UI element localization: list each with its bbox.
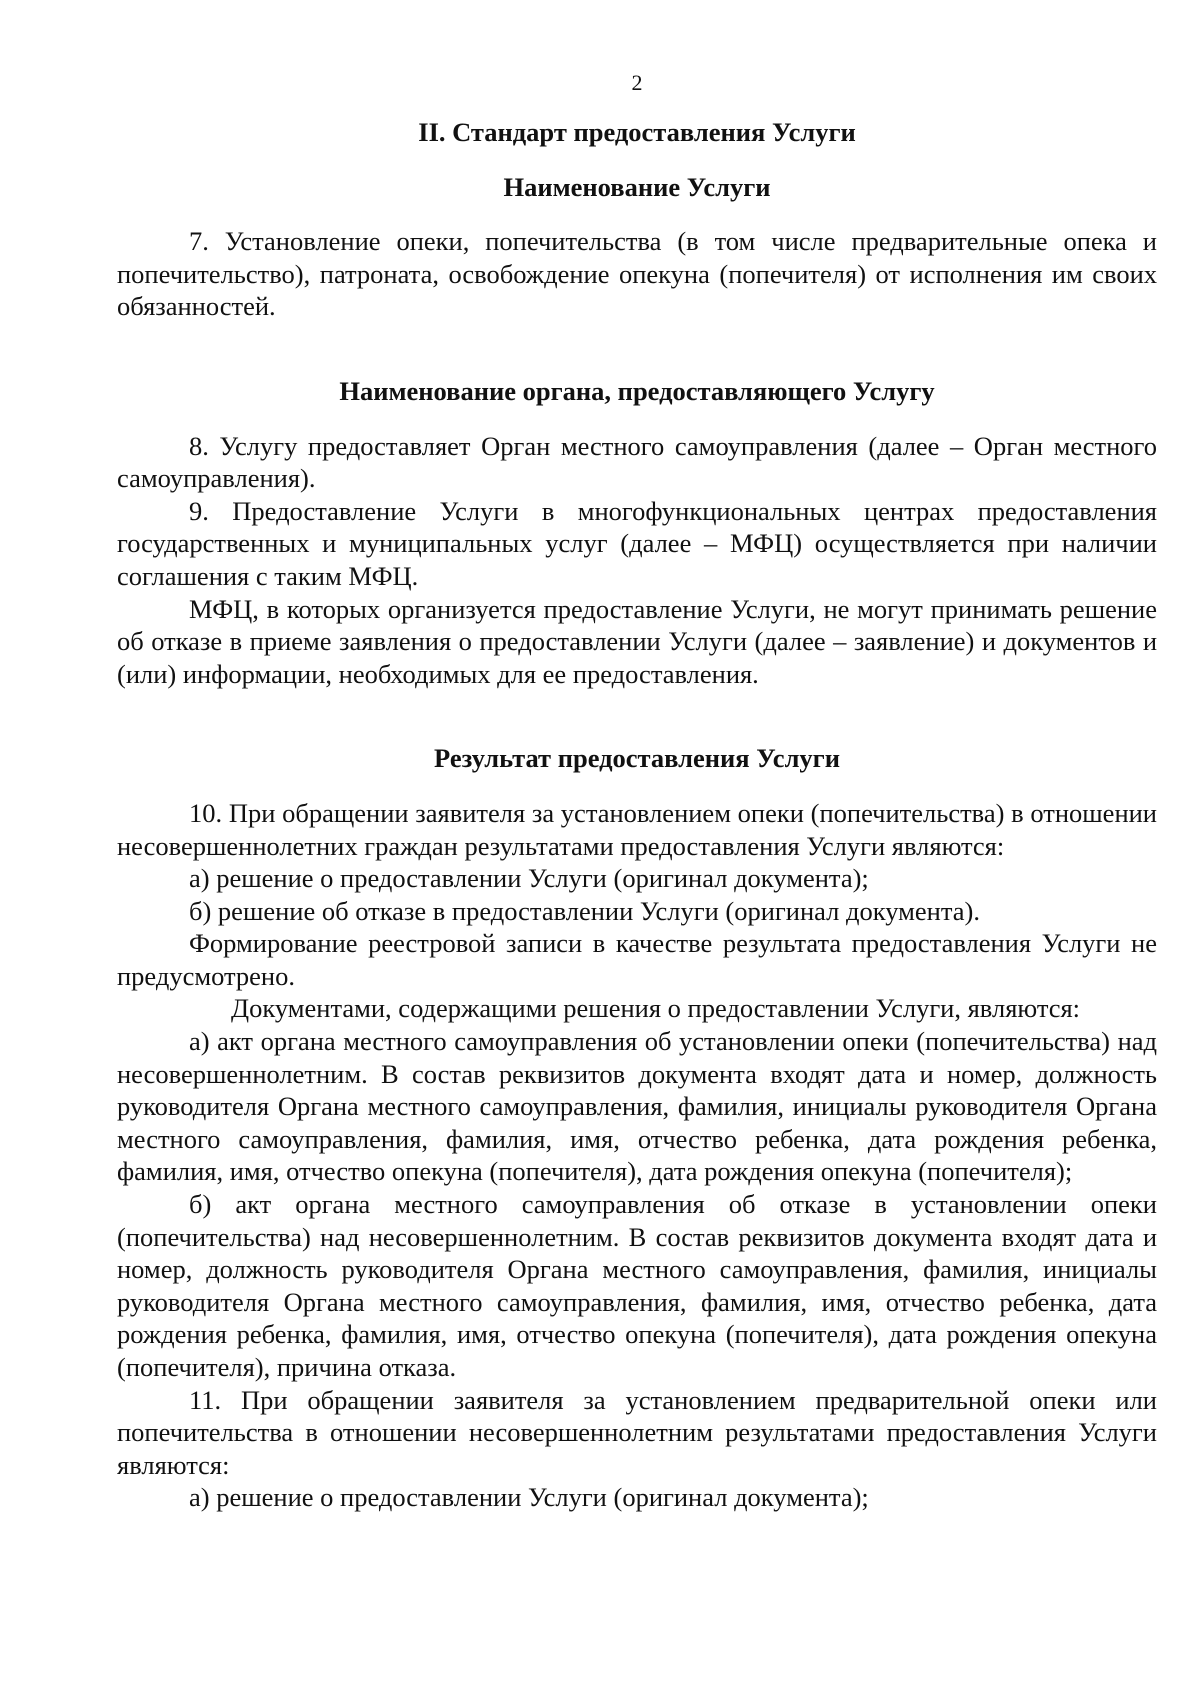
heading-authority-name: Наименование органа, предоставляющего Услугу — [339, 375, 935, 406]
paragraph-7: 7. Установление опеки, попечительства (в том числе предварительные опека и попечительство), патроната, освобождение опекуна (попечителя) от исполнения им своих обязанностей. — [117, 226, 1157, 322]
heading-result: Результат предоставления Услуги — [434, 743, 840, 774]
section-title: II. Стандарт предоставления Услуги — [418, 117, 856, 147]
paragraph-10-act-b: б) акт органа местного самоуправления об отказе в установлении опеки (попечительства) над несовершеннолетним. В состав реквизитов документа входят дата и номер, должность руководителя Органа местного самоуправления, фамилия, инициалы руководителя Органа местного самоуправления, фамилия, имя, отчество ребенка, дата рождения ребенка, фамилия, имя, отчество опекуна (попечителя), дата рождения опекуна (попечителя), причина отказа. — [117, 1189, 1157, 1382]
paragraph-10: 10. При обращении заявителя за установлением опеки (попечительства) в отношении несовершеннолетних граждан результатами предоставления Услуги являются: — [117, 797, 1157, 861]
page-number: 2 — [631, 70, 643, 95]
paragraph-11: 11. При обращении заявителя за установлением предварительной опеки или попечительства в отношении несовершеннолетним результатами предоставления Услуги являются: — [117, 1384, 1157, 1480]
paragraph-8: 8. Услугу предоставляет Орган местного самоуправления (далее – Орган местного самоуправления). — [117, 430, 1157, 494]
paragraph-9-mfc: МФЦ, в которых организуется предоставление Услуги, не могут принимать решение об отказе в приеме заявления о предоставлении Услуги (далее – заявление) и документов и (или) информации, необходимых для ее предоставления. — [117, 593, 1157, 689]
page-content — [117, 70, 1157, 1514]
paragraph-11-item-a: а) решение о предоставлении Услуги (оригинал документа); — [189, 1482, 869, 1513]
paragraph-10-registry: Формирование реестровой записи в качестве результата предоставления Услуги не предусмотрено. — [117, 928, 1157, 991]
paragraph-10-item-b: б) решение об отказе в предоставлении Услуги (оригинал документа). — [189, 895, 980, 926]
paragraph-10-documents: Документами, содержащими решения о предоставлении Услуги, являются: — [231, 993, 1081, 1024]
paragraph-9: 9. Предоставление Услуги в многофункциональных центрах предоставления государственных и муниципальных услуг (далее – МФЦ) осуществляется при наличии соглашения с таким МФЦ. — [117, 495, 1157, 591]
heading-service-name: Наименование Услуги — [503, 171, 771, 202]
paragraph-10-item-a: а) решение о предоставлении Услуги (оригинал документа); — [189, 863, 869, 894]
paragraph-10-act-a: а) акт органа местного самоуправления об установлении опеки (попечительства) над несовершеннолетним. В состав реквизитов документа входят дата и номер, должность руководителя Органа местного самоуправления, фамилия, инициалы руководителя Органа местного самоуправления, фамилия, имя, отчество ребенка, дата рождения ребенка, фамилия, имя, отчество опекуна (попечителя), дата рождения опекуна (попечителя); — [117, 1026, 1157, 1187]
